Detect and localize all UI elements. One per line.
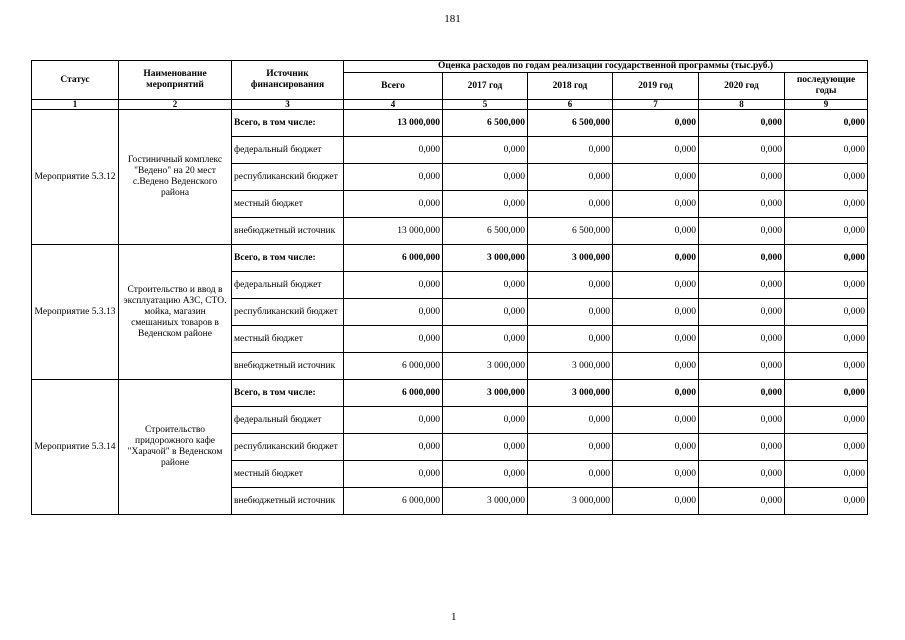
amount-cell: 0,000 [344, 461, 443, 488]
amount-cell: 0,000 [528, 299, 613, 326]
amount-cell: 6 000,000 [344, 488, 443, 515]
footer-mark: 1 [451, 611, 457, 623]
amount-cell: 0,000 [443, 299, 528, 326]
amount-cell: 0,000 [613, 326, 699, 353]
amount-cell: 0,000 [344, 299, 443, 326]
amount-cell: 0,000 [344, 272, 443, 299]
header-year-2019: 2019 год [613, 73, 699, 100]
amount-cell: 6 000,000 [344, 353, 443, 380]
amount-cell: 0,000 [699, 407, 785, 434]
amount-cell: 0,000 [785, 137, 868, 164]
amount-cell: 0,000 [785, 434, 868, 461]
amount-cell: 0,000 [443, 137, 528, 164]
amount-cell: 0,000 [785, 272, 868, 299]
amount-cell: 0,000 [785, 218, 868, 245]
amount-cell: 0,000 [443, 272, 528, 299]
budget-table [31, 60, 868, 515]
amount-cell: 0,000 [528, 434, 613, 461]
amount-cell: 6 500,000 [528, 218, 613, 245]
amount-cell: 0,000 [344, 326, 443, 353]
amount-cell: 0,000 [699, 245, 785, 272]
amount-cell: 0,000 [443, 164, 528, 191]
event-name: Строительство придорожного кафе "Харачой" в Веденском районе [119, 380, 232, 515]
amount-cell: 0,000 [344, 407, 443, 434]
column-numbers-row [32, 100, 868, 110]
funding-source: республиканский бюджет [232, 164, 344, 191]
header-estimate: Оценка расходов по годам реализации государственной программы (тыс.руб.) [344, 61, 868, 73]
amount-cell: 6 000,000 [344, 245, 443, 272]
amount-cell: 0,000 [443, 407, 528, 434]
amount-cell: 0,000 [785, 110, 868, 137]
event-name: Гостиничный комплекс "Ведено" на 20 мест с.Ведено Веденского района [119, 110, 232, 245]
amount-cell: 0,000 [699, 326, 785, 353]
header-year-2018: 2018 год [528, 73, 613, 100]
amount-cell: 0,000 [443, 326, 528, 353]
amount-cell: 0,000 [528, 461, 613, 488]
amount-cell: 0,000 [785, 299, 868, 326]
amount-cell: 0,000 [613, 245, 699, 272]
col-number: 9 [785, 100, 868, 110]
amount-cell: 0,000 [443, 434, 528, 461]
header-name: Наименование мероприятий [119, 61, 232, 100]
header-year-2017: 2017 год [443, 73, 528, 100]
amount-cell: 0,000 [344, 191, 443, 218]
amount-cell: 0,000 [344, 164, 443, 191]
amount-cell: 0,000 [443, 191, 528, 218]
col-number: 5 [443, 100, 528, 110]
header-year-later: последующие годы [785, 73, 868, 100]
amount-cell: 6 500,000 [443, 110, 528, 137]
amount-cell: 0,000 [699, 218, 785, 245]
amount-cell: 0,000 [699, 191, 785, 218]
col-number: 1 [32, 100, 119, 110]
amount-cell: 0,000 [613, 407, 699, 434]
amount-cell: 0,000 [699, 353, 785, 380]
amount-cell: 0,000 [443, 461, 528, 488]
amount-cell: 0,000 [699, 488, 785, 515]
amount-cell: 0,000 [528, 272, 613, 299]
amount-cell: 0,000 [528, 137, 613, 164]
amount-cell: 0,000 [785, 245, 868, 272]
amount-cell: 0,000 [699, 434, 785, 461]
event-status: Мероприятие 5.3.12 [32, 110, 119, 245]
amount-cell: 0,000 [613, 137, 699, 164]
header-status: Статус [32, 61, 119, 100]
amount-cell: 13 000,000 [344, 218, 443, 245]
amount-cell: 0,000 [699, 110, 785, 137]
event-status: Мероприятие 5.3.13 [32, 245, 119, 380]
amount-cell: 0,000 [613, 110, 699, 137]
funding-source: Всего, в том числе: [232, 110, 344, 137]
amount-cell: 0,000 [699, 272, 785, 299]
amount-cell: 0,000 [613, 218, 699, 245]
col-number: 6 [528, 100, 613, 110]
amount-cell: 0,000 [344, 137, 443, 164]
amount-cell: 0,000 [785, 488, 868, 515]
page-number: 181 [444, 13, 461, 25]
amount-cell: 0,000 [785, 326, 868, 353]
amount-cell: 0,000 [699, 380, 785, 407]
col-number: 3 [232, 100, 344, 110]
amount-cell: 0,000 [613, 164, 699, 191]
funding-source: республиканский бюджет [232, 434, 344, 461]
amount-cell: 13 000,000 [344, 110, 443, 137]
amount-cell: 3 000,000 [528, 245, 613, 272]
amount-cell: 0,000 [613, 272, 699, 299]
funding-source: внебюджетный источник [232, 488, 344, 515]
amount-cell: 0,000 [785, 461, 868, 488]
amount-cell: 0,000 [785, 164, 868, 191]
funding-source: федеральный бюджет [232, 272, 344, 299]
amount-cell: 0,000 [785, 380, 868, 407]
amount-cell: 0,000 [613, 488, 699, 515]
funding-source: федеральный бюджет [232, 137, 344, 164]
table-row [32, 245, 868, 272]
amount-cell: 3 000,000 [443, 353, 528, 380]
funding-source: республиканский бюджет [232, 299, 344, 326]
col-number: 2 [119, 100, 232, 110]
event-status: Мероприятие 5.3.14 [32, 380, 119, 515]
amount-cell: 6 000,000 [344, 380, 443, 407]
amount-cell: 3 000,000 [528, 488, 613, 515]
header-year-total: Всего [344, 73, 443, 100]
col-number: 7 [613, 100, 699, 110]
amount-cell: 0,000 [344, 434, 443, 461]
funding-source: местный бюджет [232, 326, 344, 353]
amount-cell: 3 000,000 [443, 380, 528, 407]
amount-cell: 0,000 [699, 299, 785, 326]
amount-cell: 0,000 [528, 326, 613, 353]
funding-source: внебюджетный источник [232, 218, 344, 245]
amount-cell: 0,000 [613, 434, 699, 461]
funding-source: местный бюджет [232, 461, 344, 488]
funding-source: местный бюджет [232, 191, 344, 218]
amount-cell: 6 500,000 [443, 218, 528, 245]
amount-cell: 0,000 [699, 137, 785, 164]
amount-cell: 0,000 [785, 407, 868, 434]
amount-cell: 0,000 [785, 191, 868, 218]
col-number: 8 [699, 100, 785, 110]
amount-cell: 3 000,000 [528, 353, 613, 380]
funding-source: Всего, в том числе: [232, 245, 344, 272]
header-source: Источник финансирования [232, 61, 344, 100]
amount-cell: 0,000 [699, 461, 785, 488]
amount-cell: 3 000,000 [528, 380, 613, 407]
amount-cell: 0,000 [528, 164, 613, 191]
funding-source: внебюджетный источник [232, 353, 344, 380]
header-year-2020: 2020 год [699, 73, 785, 100]
table-row [32, 380, 868, 407]
amount-cell: 3 000,000 [443, 488, 528, 515]
amount-cell: 0,000 [613, 191, 699, 218]
funding-source: Всего, в том числе: [232, 380, 344, 407]
funding-source: федеральный бюджет [232, 407, 344, 434]
amount-cell: 0,000 [613, 461, 699, 488]
amount-cell: 0,000 [528, 191, 613, 218]
event-name: Строительство и ввод в эксплуатацию АЗС, СТО. мойка, магазин смешаниых товаров в Веденском районе [119, 245, 232, 380]
amount-cell: 0,000 [699, 164, 785, 191]
amount-cell: 0,000 [528, 407, 613, 434]
amount-cell: 3 000,000 [443, 245, 528, 272]
table-row [32, 110, 868, 137]
amount-cell: 0,000 [613, 380, 699, 407]
amount-cell: 0,000 [613, 299, 699, 326]
amount-cell: 6 500,000 [528, 110, 613, 137]
col-number: 4 [344, 100, 443, 110]
amount-cell: 0,000 [785, 353, 868, 380]
amount-cell: 0,000 [613, 353, 699, 380]
